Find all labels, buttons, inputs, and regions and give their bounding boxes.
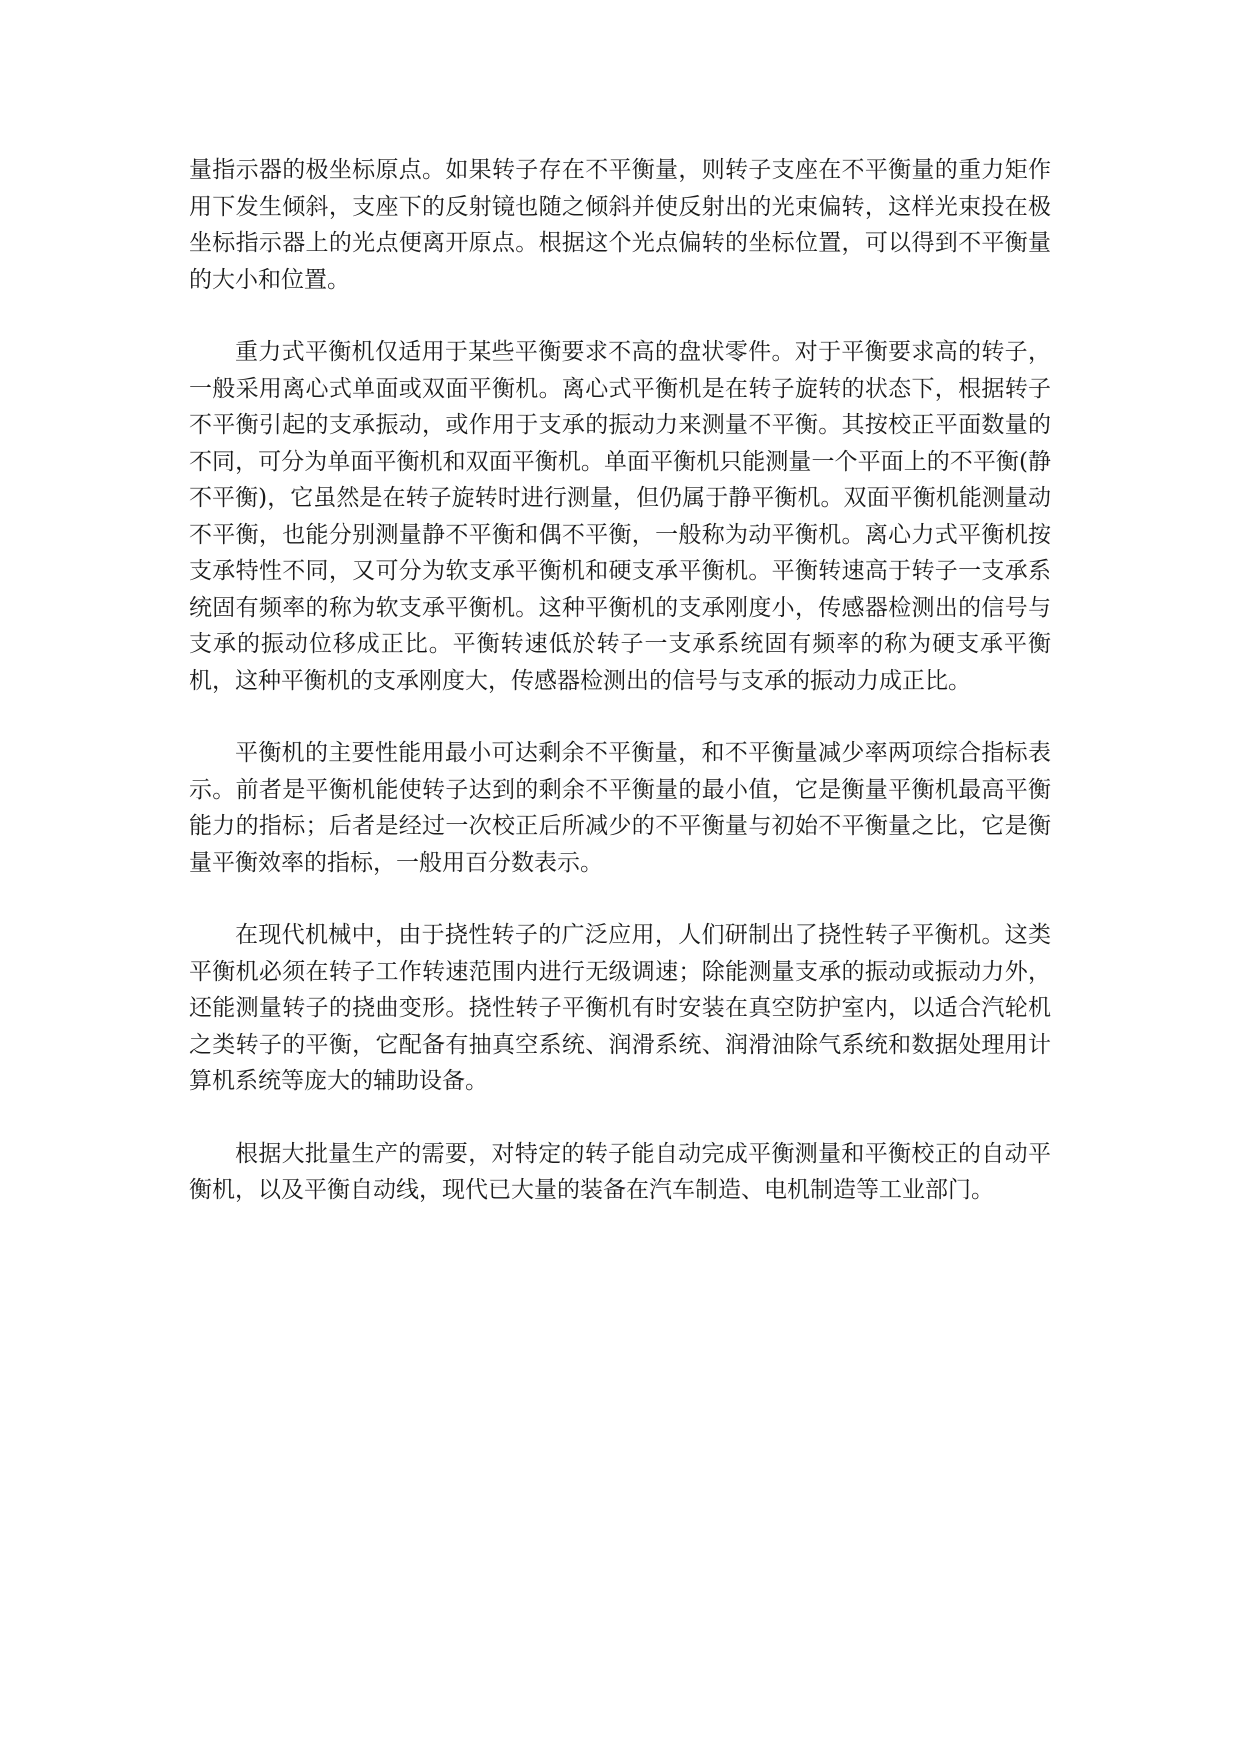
paragraph-continuation: 量指示器的极坐标原点。如果转子存在不平衡量，则转子支座在不平衡量的重力矩作用下发生倾斜，支座下的反射镜也随之倾斜并使反射出的光束偏转，这样光束投在极坐标指示器上的光点便离开原点。根据这个光点偏转的坐标位置，可以得到不平衡量的大小和位置。 — [189, 157, 1051, 293]
paragraph-gravity-balancer: 重力式平衡机仅适用于某些平衡要求不高的盘状零件。对于平衡要求高的转子，一般采用离心式单面或双面平衡机。离心式平衡机是在转子旋转的状态下，根据转子不平衡引起的支承振动，或作用于支承的振动力来测量不平衡。其按校正平面数量的不同，可分为单面平衡机和双面平衡机。单面平衡机只能测量一个平面上的不平衡(静不平衡)，它虽然是在转子旋转时进行测量，但仍属于静平衡机。双面平衡机能测量动不平衡，也能分别测量静不平衡和偶不平衡，一般称为动平衡机。离心力式平衡机按支承特性不同，又可分为软支承平衡机和硬支承平衡机。平衡转速高于转子一支承系统固有频率的称为软支承平衡机。这种平衡机的支承刚度小，传感器检测出的信号与支承的振动位移成正比。平衡转速低於转子一支承系统固有频率的称为硬支承平衡机，这种平衡机的支承刚度大，传感器检测出的信号与支承的振动力成正比。 — [189, 339, 1051, 694]
document-body — [189, 152, 1051, 1245]
paragraph-flexible-rotor: 在现代机械中，由于挠性转子的广泛应用，人们研制出了挠性转子平衡机。这类平衡机必须在转子工作转速范围内进行无级调速；除能测量支承的振动或振动力外，还能测量转子的挠曲变形。挠性转子平衡机有时安装在真空防护室内，以适合汽轮机之类转子的平衡，它配备有抽真空系统、润滑系统、润滑油除气系统和数据处理用计算机系统等庞大的辅助设备。 — [189, 922, 1051, 1094]
paragraph-performance: 平衡机的主要性能用最小可达剩余不平衡量，和不平衡量减少率两项综合指标表示。前者是平衡机能使转子达到的剩余不平衡量的最小值，它是衡量平衡机最高平衡能力的指标；后者是经过一次校正后所减少的不平衡量与初始不平衡量之比，它是衡量平衡效率的指标，一般用百分数表示。 — [189, 740, 1051, 876]
paragraph-automatic-balancer: 根据大批量生产的需要，对特定的转子能自动完成平衡测量和平衡校正的自动平衡机，以及平衡自动线，现代已大量的装备在汽车制造、电机制造等工业部门。 — [189, 1140, 1051, 1203]
